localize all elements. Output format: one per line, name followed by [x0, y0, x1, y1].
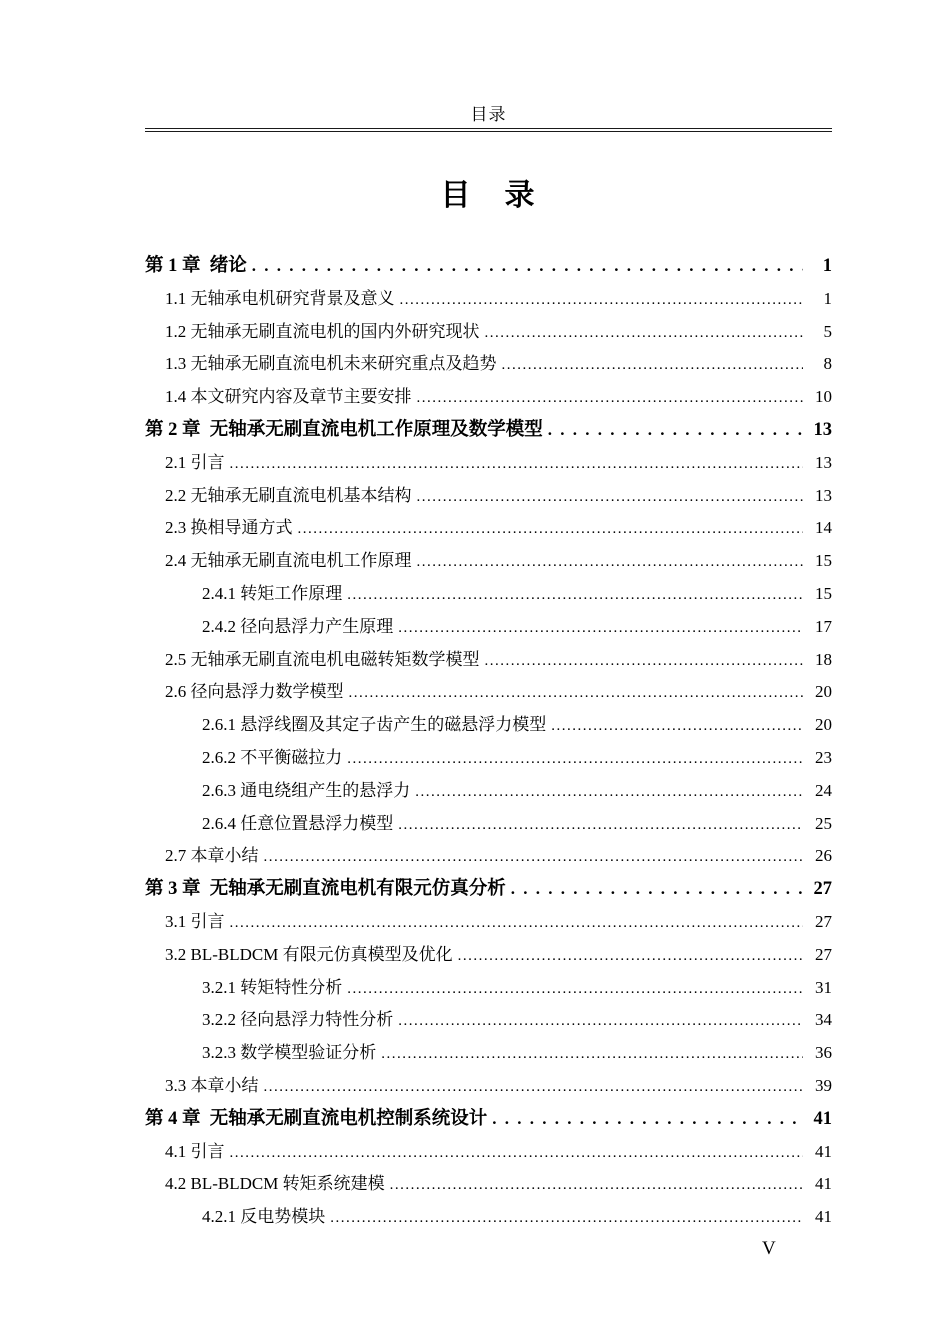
toc-entry-label: 3.1 引言: [165, 911, 225, 931]
toc-entry-page: 14: [815, 518, 832, 538]
toc-entry-page: 5: [823, 321, 832, 341]
toc-entry-page: 27: [813, 879, 832, 900]
toc-dot-leader: [398, 611, 803, 645]
toc-entry-page: 39: [815, 1075, 832, 1095]
toc-entry-page: 10: [815, 387, 832, 407]
toc-entry-page: 18: [815, 649, 832, 669]
toc-entry-page: 20: [815, 682, 832, 702]
toc-entry-page: 17: [815, 616, 832, 636]
toc-dot-leader: [415, 775, 803, 809]
toc-dot-leader: [511, 873, 803, 906]
toc-entry-section: [145, 840, 832, 873]
toc-dot-leader: [400, 283, 804, 317]
toc-dot-leader: [264, 1070, 804, 1104]
toc-dot-leader: [347, 578, 803, 612]
toc-entry-label: 2.6.1 悬浮线圈及其定子齿产生的磁悬浮力模型: [202, 715, 547, 735]
toc-entry-section: [145, 316, 832, 349]
toc-entry-page: 41: [815, 1141, 832, 1161]
toc-entry-page: 15: [815, 551, 832, 571]
toc-dot-leader: [485, 644, 804, 678]
toc-entry-page: 27: [815, 944, 832, 964]
toc-entry-page: 34: [815, 1010, 832, 1030]
toc-entry-subsection: [145, 742, 832, 775]
toc-entry-chapter: [145, 250, 832, 283]
toc-entry-page: 15: [815, 583, 832, 603]
toc-entry-label: 4.2 BL-BLDCM 转矩系统建模: [165, 1174, 385, 1194]
toc-entry-label: 第 2 章 无轴承无刷直流电机工作原理及数学模型: [145, 419, 543, 440]
toc-entry-page: 36: [815, 1043, 832, 1063]
toc-entry-page: 41: [815, 1174, 832, 1194]
toc-entry-label: 2.6.2 不平衡磁拉力: [202, 747, 343, 767]
toc-entry-section: [145, 1168, 832, 1201]
page-header: [145, 100, 832, 132]
toc-entry-label: 4.1 引言: [165, 1141, 225, 1161]
toc-entry-subsection: [145, 1037, 832, 1070]
toc-entry-label: 2.4.2 径向悬浮力产生原理: [202, 616, 394, 636]
toc-entry-page: 25: [815, 813, 832, 833]
toc-dot-leader: [458, 939, 803, 973]
toc-entry-page: 31: [815, 977, 832, 997]
toc-entry-subsection: [145, 775, 832, 808]
toc-dot-leader: [349, 676, 804, 710]
toc-entry-page: 23: [815, 747, 832, 767]
toc-dot-leader: [264, 840, 804, 874]
toc-dot-leader: [390, 1168, 803, 1202]
running-header-title: 目录: [470, 105, 507, 124]
toc-dot-leader: [551, 709, 803, 743]
toc-dot-leader: [398, 808, 803, 842]
toc-entry-page: 13: [815, 485, 832, 505]
toc-entry-label: 1.4 本文研究内容及章节主要安排: [165, 387, 412, 407]
toc-entry-section: [145, 939, 832, 972]
toc-entry-page: 1: [823, 288, 832, 308]
toc-entry-section: [145, 447, 832, 480]
toc-dot-leader: [330, 1201, 803, 1235]
toc-entry-section: [145, 1136, 832, 1169]
toc-entry-section: [145, 676, 832, 709]
toc-entry-subsection: [145, 1004, 832, 1037]
toc-entry-label: 2.6 径向悬浮力数学模型: [165, 682, 344, 702]
toc-entry-label: 2.3 换相导通方式: [165, 518, 293, 538]
toc-entry-chapter: [145, 414, 832, 447]
toc-entry-label: 3.2 BL-BLDCM 有限元仿真模型及优化: [165, 944, 453, 964]
toc-entry-page: 24: [815, 780, 832, 800]
toc-entry-subsection: [145, 611, 832, 644]
toc-entry-label: 2.5 无轴承无刷直流电机电磁转矩数学模型: [165, 649, 480, 669]
toc-entry-label: 第 1 章 绪论: [145, 256, 247, 276]
toc-entry-label: 3.3 本章小结: [165, 1075, 259, 1095]
toc-entry-label: 1.3 无轴承无刷直流电机未来研究重点及趋势: [165, 354, 497, 374]
toc-entry-page: 8: [823, 354, 832, 374]
toc-entry-page: 41: [815, 1207, 832, 1227]
page-number: V: [762, 1238, 776, 1259]
toc-entry-section: [145, 644, 832, 677]
toc-dot-leader: [230, 906, 804, 940]
toc-dot-leader: [502, 348, 804, 382]
toc-list: [145, 250, 832, 1234]
toc-dot-leader: [347, 742, 803, 776]
toc-entry-label: 2.2 无轴承无刷直流电机基本结构: [165, 485, 412, 505]
toc-dot-leader: [492, 1103, 803, 1136]
toc-dot-leader: [381, 1037, 803, 1071]
header-double-rule: [145, 128, 832, 132]
toc-entry-label: 3.2.2 径向悬浮力特性分析: [202, 1010, 394, 1030]
toc-entry-label: 1.2 无轴承无刷直流电机的国内外研究现状: [165, 321, 480, 341]
toc-entry-label: 2.1 引言: [165, 452, 225, 472]
toc-entry-page: 20: [815, 715, 832, 735]
toc-dot-leader: [485, 316, 804, 350]
toc-entry-subsection: [145, 709, 832, 742]
toc-entry-label: 3.2.1 转矩特性分析: [202, 977, 343, 997]
toc-entry-section: [145, 348, 832, 381]
toc-entry-chapter: [145, 1103, 832, 1136]
toc-entry-subsection: [145, 1201, 832, 1234]
toc-entry-label: 2.6.3 通电绕组产生的悬浮力: [202, 780, 411, 800]
toc-dot-leader: [398, 1004, 803, 1038]
toc-entry-label: 4.2.1 反电势模块: [202, 1207, 326, 1227]
toc-entry-subsection: [145, 578, 832, 611]
toc-entry-label: 3.2.3 数学模型验证分析: [202, 1043, 377, 1063]
toc-entry-section: [145, 906, 832, 939]
toc-dot-leader: [347, 972, 803, 1006]
toc-dot-leader: [252, 250, 803, 283]
toc-entry-page: 1: [822, 256, 832, 276]
toc-entry-label: 2.7 本章小结: [165, 846, 259, 866]
toc-dot-leader: [417, 480, 804, 514]
toc-dot-leader: [230, 1136, 804, 1170]
toc-dot-leader: [230, 447, 804, 481]
toc-dot-leader: [298, 512, 804, 546]
toc-entry-page: 27: [815, 911, 832, 931]
toc-entry-section: [145, 381, 832, 414]
toc-entry-subsection: [145, 808, 832, 841]
toc-entry-label: 2.4.1 转矩工作原理: [202, 583, 343, 603]
toc-entry-label: 第 3 章 无轴承无刷直流电机有限元仿真分析: [145, 879, 506, 900]
toc-entry-page: 13: [815, 452, 832, 472]
toc-dot-leader: [417, 545, 804, 579]
toc-entry-subsection: [145, 972, 832, 1005]
toc-entry-section: [145, 512, 832, 545]
toc-entry-section: [145, 545, 832, 578]
toc-entry-page: 41: [813, 1108, 832, 1129]
toc-entry-section: [145, 1070, 832, 1103]
toc-entry-page: 26: [815, 846, 832, 866]
toc-entry-section: [145, 283, 832, 316]
toc-entry-label: 1.1 无轴承电机研究背景及意义: [165, 288, 395, 308]
toc-entry-section: [145, 480, 832, 513]
toc-entry-chapter: [145, 873, 832, 906]
toc-dot-leader: [548, 414, 803, 447]
toc-title: 目 录: [440, 179, 537, 212]
toc-entry-label: 第 4 章 无轴承无刷直流电机控制系统设计: [145, 1108, 488, 1129]
toc-dot-leader: [417, 381, 804, 415]
toc-entry-label: 2.6.4 任意位置悬浮力模型: [202, 813, 394, 833]
toc-entry-page: 13: [813, 419, 832, 440]
toc-entry-label: 2.4 无轴承无刷直流电机工作原理: [165, 551, 412, 571]
